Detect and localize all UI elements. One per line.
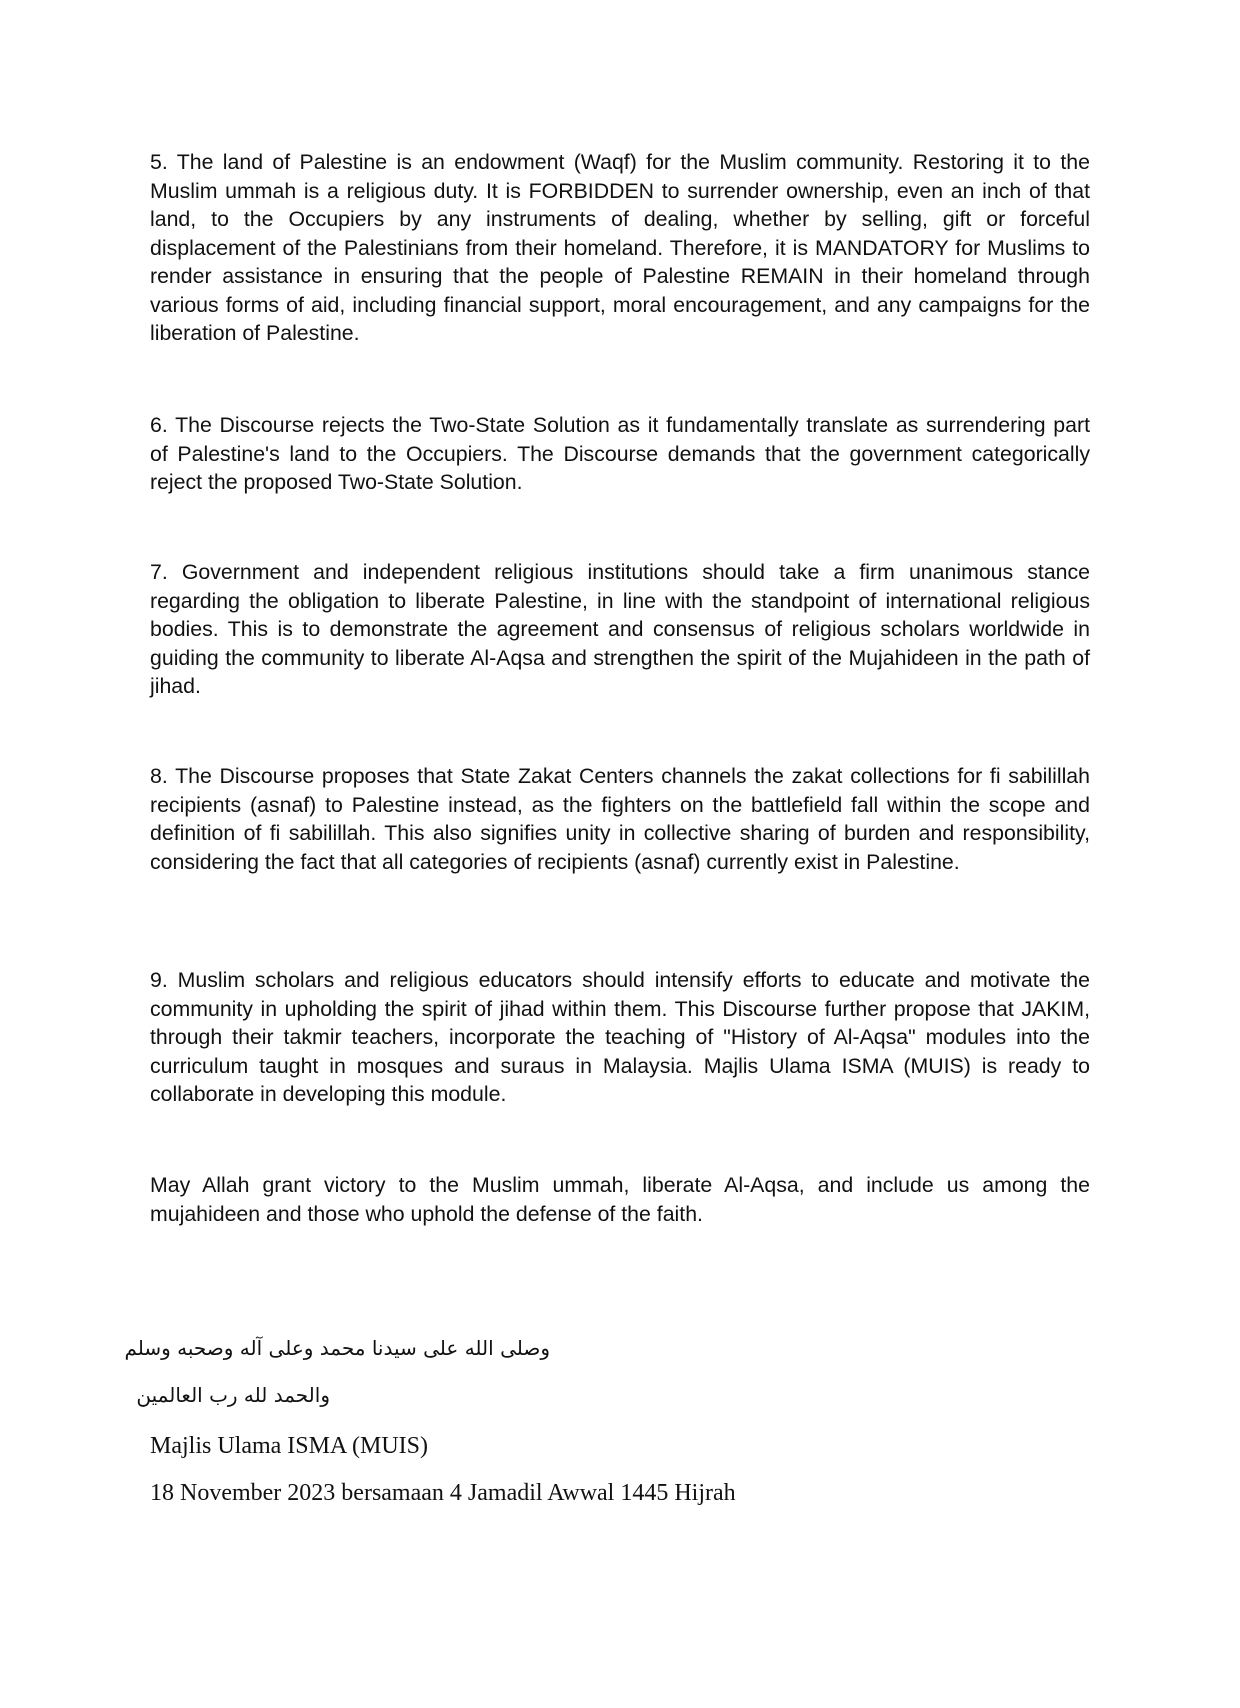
paragraph-point-9: 9. Muslim scholars and religious educators should intensify efforts to educate and motivate the community in upholding the spirit of jihad within them. This Discourse further propose that JAKIM, through their takmir teachers, incorporate the teaching of "History of Al-Aqsa" modules into the curriculum taught in mosques and suraus in Malaysia. Majlis Ulama ISMA (MUIS) is ready to collaborate in developing this module. <box>150 968 1090 1106</box>
signature-date: 18 November 2023 bersamaan 4 Jamadil Awwal 1445 Hijrah <box>150 1480 736 1506</box>
closing-prayer: May Allah grant victory to the Muslim ummah, liberate Al-Aqsa, and include us among the mujahideen and those who uphold the defense of the faith. <box>150 1173 1090 1226</box>
paragraph-point-8: 8. The Discourse proposes that State Zakat Centers channels the zakat collections for fi sabilillah recipients (asnaf) to Palestine instead, as the fighters on the battlefield fall within the scope and definition of fi sabilillah. This also signifies unity in collective sharing of burden and responsibility, considering the fact that all categories of recipients (asnaf) currently exist in Palestine. <box>150 764 1090 874</box>
arabic-praise: والحمد لله رب العالمين <box>136 1383 330 1407</box>
paragraph-point-5: 5. The land of Palestine is an endowment (Waqf) for the Muslim community. Restoring it to the Muslim ummah is a religious duty. It is FORBIDDEN to surrender ownership, even an inch of that land, to the Occupiers by any instruments of dealing, whether by selling, gift or forceful displacement of the Palestinians from their homeland. Therefore, it is MANDATORY for Muslims to render assistance in ensuring that the people of Palestine REMAIN in their homeland through various forms of aid, including financial support, moral encouragement, and any campaigns for the liberation of Palestine. <box>150 150 1090 345</box>
signature-organization: Majlis Ulama ISMA (MUIS) <box>150 1433 428 1459</box>
paragraph-point-6: 6. The Discourse rejects the Two-State Solution as it fundamentally translate as surrendering part of Palestine's land to the Occupiers. The Discourse demands that the government categorically reject the proposed Two-State Solution. <box>150 413 1090 494</box>
arabic-salutation: وصلى الله على سيدنا محمد وعلى آله وصحبه وسلم <box>124 1336 550 1360</box>
paragraph-point-7: 7. Government and independent religious institutions should take a firm unanimous stance regarding the obligation to liberate Palestine, in line with the standpoint of international religious bodies. This is to demonstrate the agreement and consensus of religious scholars worldwide in guiding the community to liberate Al-Aqsa and strengthen the spirit of the Mujahideen in the path of jihad. <box>150 560 1090 698</box>
